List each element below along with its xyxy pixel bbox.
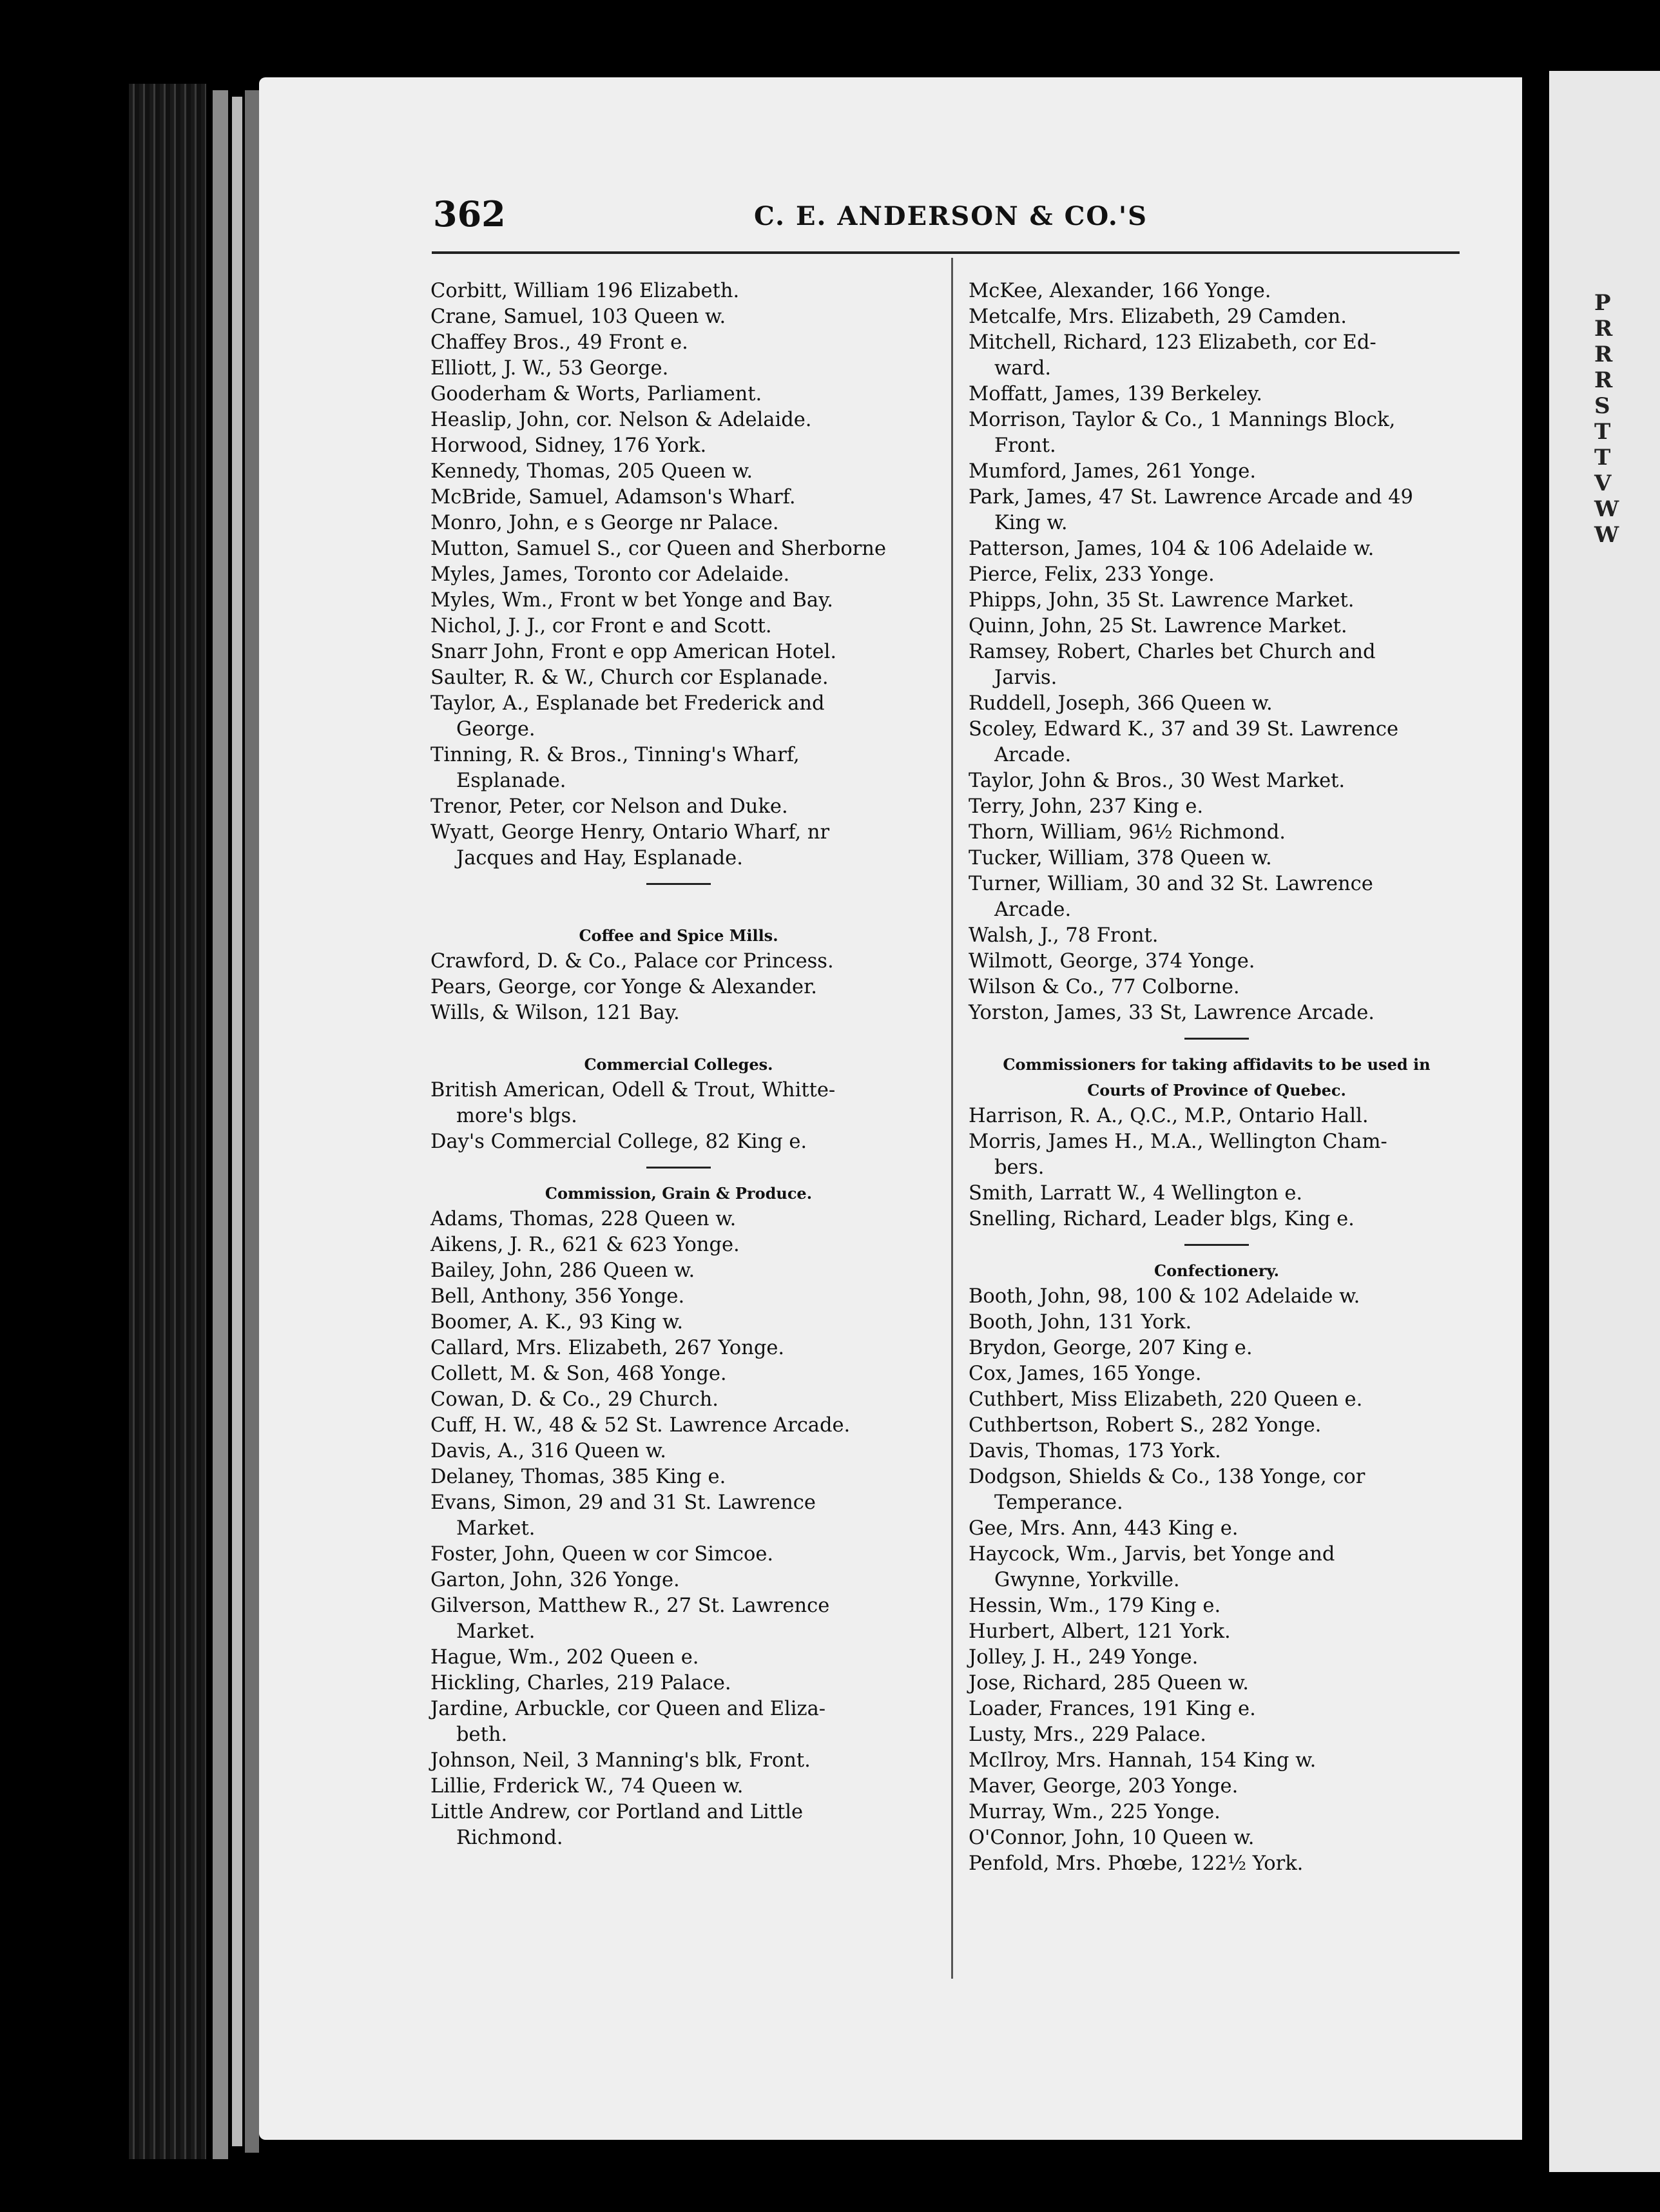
listing-entry: Hessin, Wm., 179 King e.	[969, 1595, 1221, 1617]
listing-entry: Gooderham & Worts, Parliament.	[430, 383, 762, 405]
listing-entry: Phipps, John, 35 St. Lawrence Market.	[969, 589, 1355, 612]
listing-entry: Pierce, Felix, 233 Yonge.	[969, 563, 1215, 586]
listing-continuation: Arcade.	[994, 744, 1072, 766]
listing-entry: Gee, Mrs. Ann, 443 King e.	[969, 1517, 1239, 1540]
listing-entry: Callard, Mrs. Elizabeth, 267 Yonge.	[430, 1337, 785, 1359]
book-spine	[129, 84, 206, 2159]
listing-entry: Cuthbertson, Robert S., 282 Yonge.	[969, 1414, 1322, 1437]
listing-entry: British American, Odell & Trout, Whitte-	[430, 1079, 836, 1101]
listing-continuation: bers.	[994, 1156, 1045, 1179]
listing-entry: Little Andrew, cor Portland and Little	[430, 1801, 804, 1823]
listing-entry: McKee, Alexander, 166 Yonge.	[969, 280, 1271, 302]
listing-entry: Quinn, John, 25 St. Lawrence Market.	[969, 615, 1347, 637]
listing-entry: Walsh, J., 78 Front.	[969, 924, 1159, 947]
listing-entry: Crawford, D. & Co., Palace cor Princess.	[430, 950, 834, 973]
page-edge-stack	[213, 90, 228, 2159]
listing-entry: O'Connor, John, 10 Queen w.	[969, 1827, 1255, 1849]
listing-entry: Booth, John, 98, 100 & 102 Adelaide w.	[969, 1285, 1360, 1308]
facing-page-letter: T	[1594, 445, 1611, 471]
listing-entry: Davis, A., 316 Queen w.	[430, 1440, 666, 1462]
listing-entry: Nichol, J. J., cor Front e and Scott.	[430, 615, 772, 637]
facing-page-letter: T	[1594, 419, 1611, 445]
listing-entry: Foster, John, Queen w cor Simcoe.	[430, 1543, 774, 1566]
listing-entry: Aikens, J. R., 621 & 623 Yonge.	[430, 1234, 740, 1256]
listing-entry: Morris, James H., M.A., Wellington Cham-	[969, 1130, 1387, 1153]
listing-entry: Taylor, A., Esplanade bet Frederick and	[430, 692, 825, 715]
listing-entry: Morrison, Taylor & Co., 1 Mannings Block,	[969, 409, 1396, 431]
header-rule	[432, 251, 1460, 254]
listing-entry: Ruddell, Joseph, 366 Queen w.	[969, 692, 1273, 715]
facing-page-letter: S	[1594, 393, 1610, 419]
listing-entry: Myles, James, Toronto cor Adelaide.	[430, 563, 790, 586]
page-edge-stack	[245, 90, 259, 2153]
listing-entry: Wilmott, George, 374 Yonge.	[969, 950, 1255, 973]
listing-continuation: Jacques and Hay, Esplanade.	[456, 847, 743, 869]
listing-entry: Thorn, William, 96½ Richmond.	[969, 821, 1286, 844]
listing-entry: Mitchell, Richard, 123 Elizabeth, cor Ed-	[969, 331, 1376, 354]
listing-entry: Bailey, John, 286 Queen w.	[430, 1259, 695, 1282]
listing-entry: Elliott, J. W., 53 George.	[430, 357, 669, 380]
listing-entry: Moffatt, James, 139 Berkeley.	[969, 383, 1262, 405]
listing-continuation: Gwynne, Yorkville.	[994, 1569, 1180, 1591]
section-divider-rule	[969, 1232, 1465, 1258]
listing-entry: Trenor, Peter, cor Nelson and Duke.	[430, 795, 788, 818]
listing-entry: Day's Commercial College, 82 King e.	[430, 1130, 807, 1153]
listing-entry: Mumford, James, 261 Yonge.	[969, 460, 1257, 483]
listing-entry: Cowan, D. & Co., 29 Church.	[430, 1388, 719, 1411]
listing-entry: Hickling, Charles, 219 Palace.	[430, 1672, 731, 1694]
listing-entry: Scoley, Edward K., 37 and 39 St. Lawrence	[969, 718, 1399, 741]
facing-page-letter: V	[1594, 471, 1612, 496]
listing-continuation: King w.	[994, 512, 1068, 534]
listing-continuation: beth.	[456, 1723, 508, 1746]
spacer	[430, 1026, 927, 1052]
listing-continuation: Market.	[456, 1620, 536, 1643]
listing-entry: Myles, Wm., Front w bet Yonge and Bay.	[430, 589, 833, 612]
listing-entry: Loader, Frances, 191 King e.	[969, 1698, 1256, 1720]
facing-page-letter: W	[1594, 522, 1619, 548]
listing-entry: Penfold, Mrs. Phœbe, 122½ York.	[969, 1852, 1304, 1875]
listing-entry: Smith, Larratt W., 4 Wellington e.	[969, 1182, 1303, 1205]
facing-page-letter: R	[1594, 367, 1613, 393]
listing-entry: Evans, Simon, 29 and 31 St. Lawrence	[430, 1491, 816, 1514]
listing-continuation: Jarvis.	[994, 666, 1057, 689]
listing-entry: Park, James, 47 St. Lawrence Arcade and 49	[969, 486, 1413, 509]
listing-entry: Corbitt, William 196 Elizabeth.	[430, 280, 740, 302]
listing-entry: Johnson, Neil, 3 Manning's blk, Front.	[430, 1749, 811, 1772]
listing-entry: Hague, Wm., 202 Queen e.	[430, 1646, 699, 1669]
listing-entry: Delaney, Thomas, 385 King e.	[430, 1466, 726, 1488]
listing-entry: Wilson & Co., 77 Colborne.	[969, 976, 1240, 998]
listing-entry: Saulter, R. & W., Church cor Esplanade.	[430, 666, 829, 689]
listing-continuation: Arcade.	[994, 898, 1072, 921]
running-header-title: C. E. ANDERSON & CO.'S	[754, 201, 1148, 231]
facing-page-letter: R	[1594, 342, 1613, 367]
facing-page-edge	[1549, 71, 1660, 2172]
page-edge-stack	[232, 97, 242, 2146]
listing-entry: Adams, Thomas, 228 Queen w.	[430, 1208, 737, 1230]
listing-entry: Mutton, Samuel S., cor Queen and Sherborne	[430, 538, 886, 560]
section-heading: Coffee and Spice Mills.	[579, 926, 778, 945]
listing-entry: Cuthbert, Miss Elizabeth, 220 Queen e.	[969, 1388, 1363, 1411]
listing-entry: Pears, George, cor Yonge & Alexander.	[430, 976, 818, 998]
facing-page-letter: R	[1594, 316, 1613, 342]
listing-entry: Lusty, Mrs., 229 Palace.	[969, 1723, 1206, 1746]
listing-continuation: Front.	[994, 434, 1056, 457]
listing-entry: Yorston, James, 33 St, Lawrence Arcade.	[969, 1002, 1375, 1024]
listing-continuation: Market.	[456, 1517, 536, 1540]
listing-entry: Snarr John, Front e opp American Hotel.	[430, 641, 837, 663]
listing-entry: McIlroy, Mrs. Hannah, 154 King w.	[969, 1749, 1317, 1772]
listing-entry: Cuff, H. W., 48 & 52 St. Lawrence Arcade.	[430, 1414, 851, 1437]
listing-entry: Metcalfe, Mrs. Elizabeth, 29 Camden.	[969, 306, 1347, 328]
listing-entry: Lillie, Frderick W., 74 Queen w.	[430, 1775, 744, 1798]
listing-continuation: Temperance.	[994, 1491, 1123, 1514]
listing-entry: Davis, Thomas, 173 York.	[969, 1440, 1221, 1462]
column-divider	[951, 258, 953, 1979]
listing-entry: Taylor, John & Bros., 30 West Market.	[969, 770, 1346, 792]
listing-entry: Crane, Samuel, 103 Queen w.	[430, 306, 726, 328]
listing-entry: Terry, John, 237 King e.	[969, 795, 1204, 818]
listing-entry: Wills, & Wilson, 121 Bay.	[430, 1002, 680, 1024]
listing-continuation: Esplanade.	[456, 770, 566, 792]
listing-entry: Tinning, R. & Bros., Tinning's Wharf,	[430, 744, 800, 766]
listing-entry: Monro, John, e s George nr Palace.	[430, 512, 779, 534]
left-column	[430, 278, 927, 1851]
section-heading: Commissioners for taking affidavits to be used in	[1003, 1055, 1431, 1074]
listing-entry: Jardine, Arbuckle, cor Queen and Eliza-	[430, 1698, 826, 1720]
listing-continuation: Richmond.	[456, 1827, 563, 1849]
listing-entry: Booth, John, 131 York.	[969, 1311, 1192, 1334]
listing-continuation: ward.	[994, 357, 1052, 380]
listing-entry: Ramsey, Robert, Charles bet Church and	[969, 641, 1376, 663]
listing-entry: Collett, M. & Son, 468 Yonge.	[430, 1363, 727, 1385]
section-heading: Confectionery.	[1154, 1261, 1279, 1280]
spacer	[430, 897, 927, 923]
listing-entry: Snelling, Richard, Leader blgs, King e.	[969, 1208, 1355, 1230]
listing-entry: Chaffey Bros., 49 Front e.	[430, 331, 688, 354]
facing-page-letter: P	[1594, 290, 1611, 316]
listing-entry: McBride, Samuel, Adamson's Wharf.	[430, 486, 796, 509]
listing-entry: Murray, Wm., 225 Yonge.	[969, 1801, 1221, 1823]
facing-page-letter: W	[1594, 496, 1619, 522]
listing-entry: Cox, James, 165 Yonge.	[969, 1363, 1202, 1385]
listing-entry: Dodgson, Shields & Co., 138 Yonge, cor	[969, 1466, 1366, 1488]
listing-entry: Tucker, William, 378 Queen w.	[969, 847, 1272, 869]
section-heading: Commercial Colleges.	[584, 1055, 773, 1074]
listing-entry: Hurbert, Albert, 121 York.	[969, 1620, 1231, 1643]
listing-entry: Patterson, James, 104 & 106 Adelaide w.	[969, 538, 1375, 560]
listing-entry: Boomer, A. K., 93 King w.	[430, 1311, 684, 1334]
section-heading: Commission, Grain & Produce.	[545, 1184, 813, 1203]
listing-entry: Haycock, Wm., Jarvis, bet Yonge and	[969, 1543, 1335, 1566]
listing-entry: Jose, Richard, 285 Queen w.	[969, 1672, 1249, 1694]
listing-entry: Bell, Anthony, 356 Yonge.	[430, 1285, 685, 1308]
listing-entry: Horwood, Sidney, 176 York.	[430, 434, 707, 457]
section-divider-rule	[430, 871, 927, 897]
section-heading: Courts of Province of Quebec.	[1087, 1081, 1346, 1100]
listing-entry: Brydon, George, 207 King e.	[969, 1337, 1253, 1359]
section-divider-rule	[969, 1026, 1465, 1052]
page-number: 362	[433, 193, 506, 235]
section-divider-rule	[430, 1155, 927, 1181]
listing-continuation: more's blgs.	[456, 1105, 577, 1127]
listing-entry: Garton, John, 326 Yonge.	[430, 1569, 680, 1591]
listing-entry: Jolley, J. H., 249 Yonge.	[969, 1646, 1199, 1669]
listing-entry: Kennedy, Thomas, 205 Queen w.	[430, 460, 753, 483]
listing-entry: Turner, William, 30 and 32 St. Lawrence	[969, 873, 1373, 895]
listing-entry: Maver, George, 203 Yonge.	[969, 1775, 1239, 1798]
right-column	[969, 278, 1465, 1877]
listing-entry: Wyatt, George Henry, Ontario Wharf, nr	[430, 821, 830, 844]
listing-entry: Gilverson, Matthew R., 27 St. Lawrence	[430, 1595, 830, 1617]
listing-entry: Heaslip, John, cor. Nelson & Adelaide.	[430, 409, 812, 431]
listing-entry: Harrison, R. A., Q.C., M.P., Ontario Hall.	[969, 1105, 1369, 1127]
listing-continuation: George.	[456, 718, 536, 741]
